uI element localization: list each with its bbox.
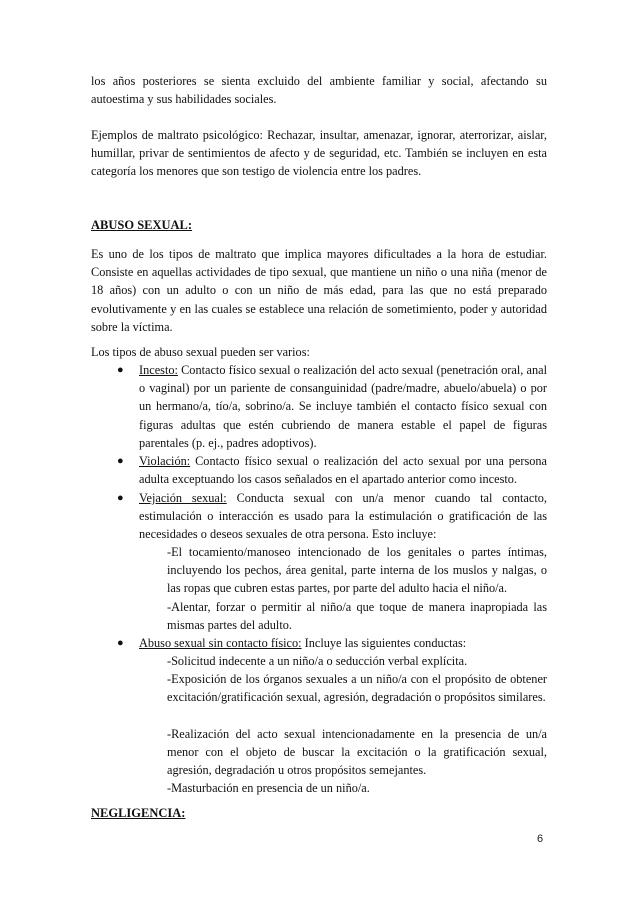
sub-item: -Solicitud indecente a un niño/a o seducción verbal explícita.: [167, 654, 468, 668]
heading-text: NEGLIGENCIA: [91, 806, 182, 820]
bullet-icon: ●: [117, 364, 124, 376]
term-vejacion-sexual: Vejación sexual:: [139, 491, 227, 505]
paragraph-psychological-examples: Ejemplos de maltrato psicológico: Rechazar, insultar, amenazar, ignorar, aterrorizar, aislar, humillar, privar de sentimientos de afecto y de seguridad, etc. También se incluyen en esta categoría los menores que son testigo de violencia entre los padres.: [91, 128, 547, 179]
heading-colon: :: [187, 218, 193, 232]
bullet-icon: ●: [117, 637, 124, 649]
item-text: Conducta sexual con un/a menor cuando tal contacto, estimulación o interacción es usado para la estimulación o gratificación de las necesidades o deseos sexuales de otra persona. Esto incluye:: [139, 491, 547, 542]
sub-item: -Realización del acto sexual intencionadamente en la presencia de un/a menor con el objeto de buscar la excitación o la gratificación sexual, agresión, degradación u otros propósitos semejantes.: [167, 727, 547, 778]
list-item-incesto: [117, 361, 547, 452]
bullet-icon: ●: [117, 455, 124, 467]
page-number: 6: [537, 833, 544, 845]
list-item-vejacion-sexual: [117, 489, 547, 544]
term-incesto: Incesto:: [139, 363, 178, 377]
sub-item: -El tocamiento/manoseo intencionado de los genitales o partes íntimas, incluyendo los pechos, área genital, parte interna de los muslos y nalgas, o las ropas que cubren estas partes, por parte del adulto hacia el niño/a.: [167, 545, 547, 596]
paragraph-types-intro: Los tipos de abuso sexual pueden ser varios:: [91, 345, 310, 359]
term-abuso-sin-contacto: Abuso sexual sin contacto físico:: [139, 636, 302, 650]
section-heading-negligencia: [91, 806, 185, 821]
sub-item: -Masturbación en presencia de un niño/a.: [167, 781, 370, 795]
list-item-violacion: [117, 452, 547, 488]
item-text: Contacto físico sexual o realización del acto sexual (penetración oral, anal o vaginal) por un pariente de consanguinidad (padre/madre, abuelo/abuela) o por un hermano/a, tío/a, sobrino/a. Se incluye también el contacto físico sexual con figuras adultas que estén cubriendo de manera estable el papel de figuras parentales (p. ej., padres adoptivos).: [139, 363, 547, 450]
heading-text: ABUSO SEXUAL: [91, 218, 188, 232]
paragraph-continuation: los años posteriores se sienta excluido del ambiente familiar y social, afectando su autoestima y sus habilidades sociales.: [91, 74, 547, 107]
bullet-icon: ●: [117, 492, 124, 504]
sub-item: -Alentar, forzar o permitir al niño/a que toque de manera inapropiada las mismas partes del adulto.: [167, 600, 547, 633]
sub-item: -Exposición de los órganos sexuales a un niño/a con el propósito de obtener excitación/gratificación sexual, agresión, degradación o propósitos similares.: [167, 672, 547, 705]
term-violacion: Violación:: [139, 454, 191, 468]
section-heading-abuso-sexual: [91, 218, 192, 233]
item-text: Contacto físico sexual o realización del acto sexual por una persona adulta exceptuando los casos señalados en el apartado anterior como incesto.: [139, 454, 547, 487]
heading-colon: :: [181, 806, 186, 820]
paragraph-definition: Es uno de los tipos de maltrato que implica mayores dificultades a la hora de estudiar. Consiste en aquellas actividades de tipo sexual, que mantiene un niño o una niña (menor de 18 años) con un adulto o con un niño de más edad, para las que no está preparado evolutivamente y en las cuales se establece una relación de sometimiento, poder y autoridad sobre la víctima.: [91, 247, 547, 334]
list-item-abuso-sin-contacto: [117, 634, 547, 652]
item-text: Incluye las siguientes conductas:: [301, 636, 467, 650]
